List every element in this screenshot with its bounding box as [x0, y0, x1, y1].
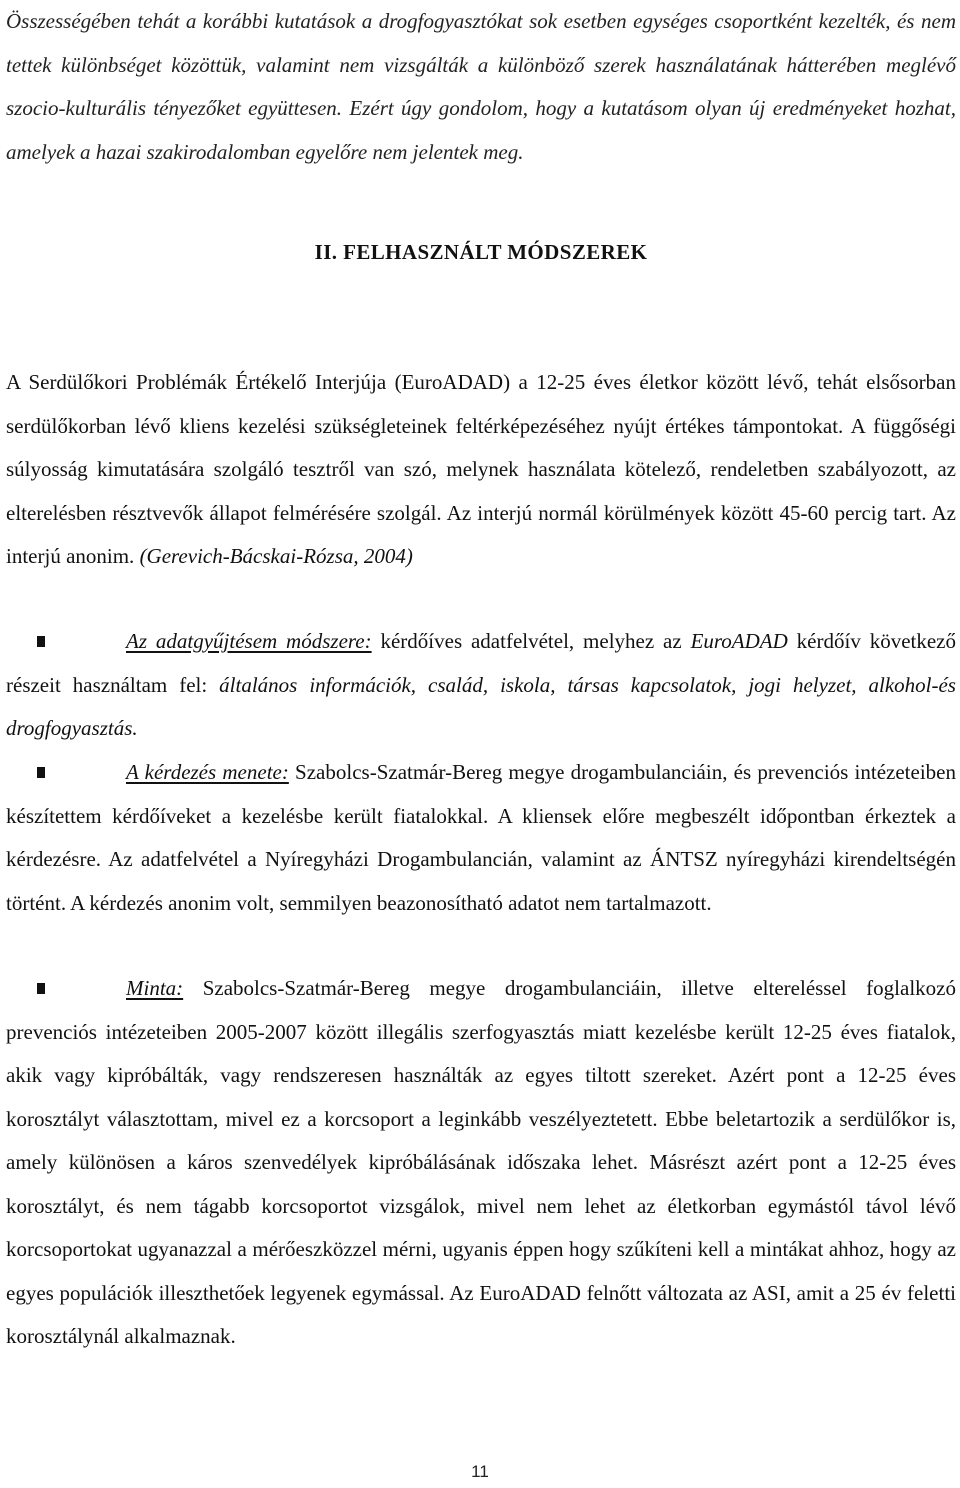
bullet-item-sample	[6, 967, 956, 1359]
bullet-item-interview-process	[6, 751, 956, 925]
square-bullet-icon	[37, 636, 45, 647]
square-bullet-icon	[37, 767, 45, 778]
bullet-text-italic: általános információk, család, iskola, társas kapcsolatok, jogi helyzet, alkohol-és drogfogyasztás.	[6, 672, 956, 740]
bullet-text-italic: EuroADAD	[690, 629, 788, 653]
bullet-term: Az adatgyűjtésem módszere:	[126, 629, 372, 653]
methods-text: A Serdülőkori Problémák Értékelő Interjúja (EuroADAD) a 12-25 éves életkor között lévő, tehát elsősorban serdülőkorban lévő kliens kezelési szükségleteinek feltérképezéséhez nyújt értékes támpontokat. A függőségi súlyosság kimutatására szolgáló tesztről van szó, melynek használata kötelező, rendeletben szabályozott, az elterelésben résztvevők állapot felmérésére szolgál. Az interjú normál körülmények között 45-60 percig tart. Az interjú anonim.	[6, 370, 956, 568]
bullet-text: Szabolcs-Szatmár-Bereg megye drogambulanciáin, és prevenciós intézeteiben készítettem kérdőíveket a kezelésbe került fiatalokkal. A kliensek előre megbeszélt időpontban érkeztek a kérdezésre. Az adatfelvétel a Nyíregyházi Drogambulancián, valamint az ÁNTSZ nyíregyházi kirendeltségén történt. A kérdezés anonim volt, semmilyen beazonosítható adatot nem tartalmazott.	[6, 760, 956, 915]
bullet-text: kérdőív következő részeit használtam fel:	[6, 629, 956, 697]
bullet-item-data-collection	[6, 620, 956, 751]
intro-paragraph: Összességében tehát a korábbi kutatások a drogfogyasztókat sok esetben egységes csoportként kezelték, és nem tettek különbséget közöttük, valamint nem vizsgálták a különböző szerek használatának hátterében meglévő szocio-kulturális tényezőket együttesen. Ezért úgy gondolom, hogy a kutatásom olyan új eredményeket hozhat, amelyek a hazai szakirodalomban egyelőre nem jelentek meg.	[6, 9, 956, 164]
page-number: 11	[471, 1462, 489, 1481]
bullet-term: Minta:	[126, 976, 184, 1000]
square-bullet-icon	[37, 983, 45, 994]
bullet-text: Szabolcs-Szatmár-Bereg megye drogambulanciáin, illetve eltereléssel foglalkozó prevenciós intézeteiben 2005-2007 között illegális szerfogyasztás miatt kezelésbe került 12-25 éves fiatalok, akik vagy kipróbálták, vagy rendszeresen használták az egyes tiltott szereket. Azért pont a 12-25 éves korosztályt választottam, mivel ez a korcsoport a leginkább veszélyeztetett. Ebbe beletartozik a serdülőkor is, amely különösen a káros szenvedélyek kipróbálásának időszaka lehet. Másrészt azért pont a 12-25 éves korosztályt, és nem tágabb korcsoportot vizsgálok, mivel nem lehet az életkorban egymástól távol lévő korcsoportokat ugyanazzal a mérőeszközzel mérni, ugyanis éppen hogy szűkíteni kell a mintákat ahhoz, hogy az egyes populációk illeszthetőek legyenek egymással. Az EuroADAD felnőtt változata az ASI, amit a 25 év feletti korosztálynál alkalmaznak.	[6, 976, 956, 1348]
bullet-term: A kérdezés menete:	[126, 760, 289, 784]
methods-citation: (Gerevich-Bácskai-Rózsa, 2004)	[139, 544, 413, 568]
bullet-text: kérdőíves adatfelvétel, melyhez az	[371, 629, 691, 653]
methods-paragraph	[6, 361, 956, 579]
section-heading: II. FELHASZNÁLT MÓDSZEREK	[314, 240, 648, 264]
